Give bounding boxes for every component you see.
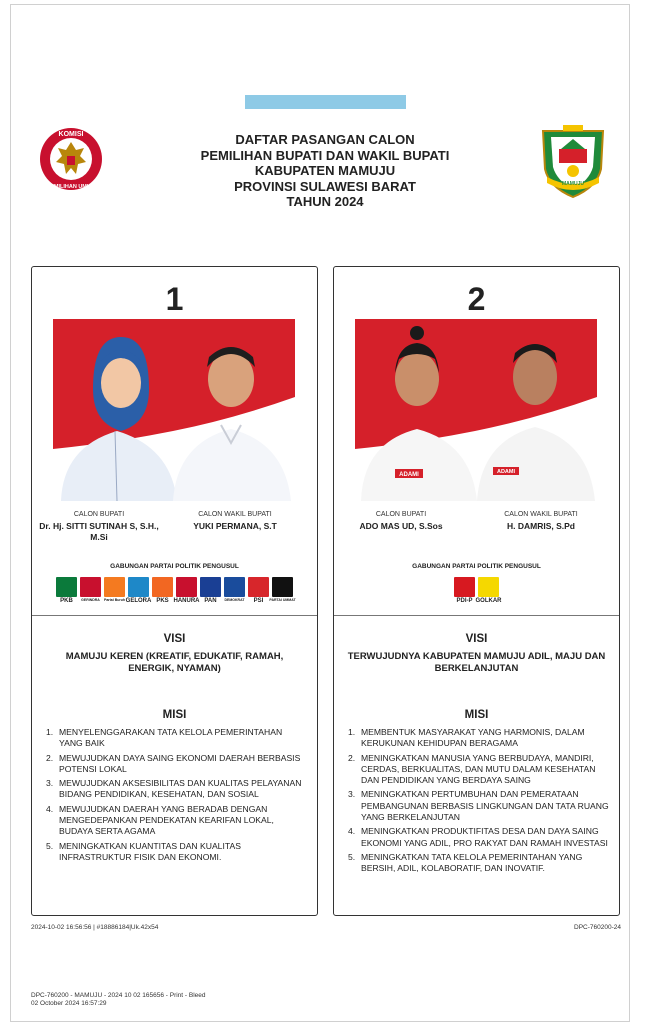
misi-item: 5. MENINGKATKAN KUANTITAS DAN KUALITAS INFRASTRUKTUR FISIK DAN EKONOMI. (46, 840, 241, 862)
bupati-role-label: CALON BUPATI (73, 511, 125, 518)
party-emblem-icon (478, 577, 499, 597)
coalition-label: GABUNGAN PARTAI POLITIK PENGUSUL (110, 563, 239, 570)
misi-item: 5. MENINGKATKAN TATA KELOLA PEMERINTAHAN YANG BERSIH, ADIL, KOLABORATIF, DAN INOVATIF. (348, 851, 583, 874)
party-name: PKS (156, 598, 169, 604)
misi-item: 2. MENINGKATKAN MANUSIA YANG BERBUDAYA, MANDIRI, CERDAS, BERKUALITAS, DAN MUTU DALAM KESEHATAN DAN PENDIDIKAN YANG BERDAYA SAING (348, 752, 596, 786)
party-logo (56, 577, 77, 606)
party-logo-row (32, 577, 317, 606)
candidate-card-1 (31, 266, 318, 916)
print-info (31, 992, 206, 1008)
coalition-label: GABUNGAN PARTAI POLITIK PENGUSUL (412, 563, 541, 570)
party-name: GELORA (125, 598, 152, 604)
title-line: TAHUN 2024 (286, 194, 364, 209)
party-logo (152, 577, 173, 606)
party-logo (475, 577, 502, 606)
candidate-number: 2 (467, 281, 486, 317)
misi-item: 4. MENINGKATKAN PRODUKTIFITAS DESA DAN DAYA SAING EKONOMI YANG ADIL, PRO RAKYAT DAN RAMAH INVESTASI (348, 826, 608, 848)
misi-item: 3. MEWUJUDKAN AKSESIBILITAS DAN KUALITAS PELAYANAN BIDANG PENDIDIKAN, KESEHATAN, DAN SOSIAL (46, 778, 302, 800)
bupati-role-label: CALON BUPATI (375, 511, 427, 518)
party-logo-row (334, 577, 619, 606)
party-emblem-icon (128, 577, 149, 597)
party-emblem-icon (272, 577, 293, 597)
party-emblem-icon (152, 577, 173, 597)
party-logo (269, 577, 296, 606)
party-emblem-icon (224, 577, 245, 597)
party-name: Partai Buruh (104, 598, 126, 602)
section-divider (32, 615, 317, 616)
party-logo (200, 577, 221, 606)
visi-text: MAMUJU KEREN (KREATIF, EDUKATIF, RAMAH, ENERGIK, NYAMAN) (65, 651, 284, 674)
wakil-role-label: CALON WAKIL BUPATI (504, 511, 578, 518)
party-logo (454, 577, 475, 606)
visi-text: TERWUJUDNYA KABUPATEN MAMUJU ADIL, MAJU DAN BERKELANJUTAN (347, 651, 606, 674)
kpu-logo-bottom-text: PEMILIHAN UMUM (46, 184, 96, 190)
party-emblem-icon (248, 577, 269, 597)
red-white-backdrop (53, 319, 295, 501)
candidate-card-2 (333, 266, 620, 916)
print-info-line: DPC-760200 - MAMUJU - 2024 10 02 165656 - Print - Bleed (31, 992, 206, 999)
misi-item: 3. MENINGKATKAN PERTUMBUHAN DAN PEMERATAAN PEMBANGUNAN BERBASIS LINGKUNGAN DAN TATA RUANG YANG BERKELANJUTAN (348, 789, 609, 823)
bupati-name: ADO MAS UD, S.Sos (359, 521, 443, 531)
wakil-role-label: CALON WAKIL BUPATI (198, 511, 272, 518)
misi-item: 4. MEWUJUDKAN DAERAH YANG BERADAB DENGAN MENGEDEPANKAN PENDEKATAN KEARIFAN LOKAL, BUDAYA SERTA AGAMA (46, 803, 274, 837)
bupati-name: Dr. Hj. SITTI SUTINAH S, S.H., M.Si (39, 521, 159, 542)
party-emblem-icon (104, 577, 125, 597)
misi-heading: MISI (464, 709, 489, 721)
party-emblem-icon (80, 577, 101, 597)
party-emblem-icon (454, 577, 475, 597)
mamuju-logo-text: MAMUJU (562, 181, 584, 187)
red-white-backdrop (355, 319, 597, 501)
accent-strip (245, 95, 406, 109)
print-info-line: 02 October 2024 16:57:29 (31, 1000, 107, 1007)
party-logo (125, 577, 152, 606)
shirt-logo: ADAMI (399, 472, 419, 478)
wakil-name: YUKI PERMANA, S.T (193, 521, 277, 531)
party-logo (80, 577, 101, 606)
party-logo (224, 577, 245, 606)
party-emblem-icon (56, 577, 77, 597)
party-name: HANURA (173, 598, 200, 604)
misi-item: 1. MEMBENTUK MASYARAKAT YANG HARMONIS, DALAM KERUKUNAN KEHIDUPAN BERAGAMA (348, 727, 585, 749)
title-line: KABUPATEN MAMUJU (254, 163, 396, 178)
mamuju-logo (537, 121, 609, 199)
print-stamp-left: 2024-10-02 16:56:56 | #18886184|Uk.42x54 (31, 924, 159, 931)
shirt-logo: ADAMI (496, 469, 516, 475)
wakil-name: H. DAMRIS, S.Pd (506, 521, 575, 531)
misi-item: 1. MENYELENGGARAKAN TATA KELOLA PEMERINTAHAN YANG BAIK (46, 727, 283, 749)
candidate-photo (53, 319, 295, 501)
misi-list (46, 727, 308, 866)
kpu-logo-top-text: KOMISI (58, 131, 84, 138)
party-name: PDI-P (456, 598, 473, 604)
misi-list (348, 727, 610, 878)
party-name: PSI (253, 598, 264, 604)
visi-heading: VISI (163, 633, 186, 645)
party-emblem-icon (176, 577, 197, 597)
misi-heading: MISI (162, 709, 187, 721)
title-line: PROVINSI SULAWESI BARAT (234, 178, 416, 194)
visi-heading: VISI (465, 633, 488, 645)
party-name: GOLKAR (475, 598, 502, 604)
party-name: PKB (60, 598, 73, 604)
party-name: GERINDRA (81, 598, 100, 602)
section-divider (334, 615, 619, 616)
misi-item: 2. MEWUJUDKAN DAYA SAING EKONOMI DAERAH BERBASIS POTENSI LOKAL (46, 752, 301, 774)
candidate-photo (355, 319, 597, 501)
party-logo (104, 577, 125, 606)
party-emblem-icon (200, 577, 221, 597)
print-stamp-right: DPC-760200-24 (574, 924, 621, 931)
kpu-logo (38, 122, 104, 196)
document-title (140, 132, 510, 210)
title-line: DAFTAR PASANGAN CALON (235, 132, 415, 147)
party-name: PARTAI UMMAT (269, 598, 296, 602)
candidate-number: 1 (165, 281, 184, 317)
party-name: PAN (204, 598, 217, 604)
party-logo (173, 577, 200, 606)
title-line: PEMILIHAN BUPATI DAN WAKIL BUPATI (200, 147, 450, 163)
party-logo (248, 577, 269, 606)
party-name: DEMOKRAT (224, 598, 245, 602)
